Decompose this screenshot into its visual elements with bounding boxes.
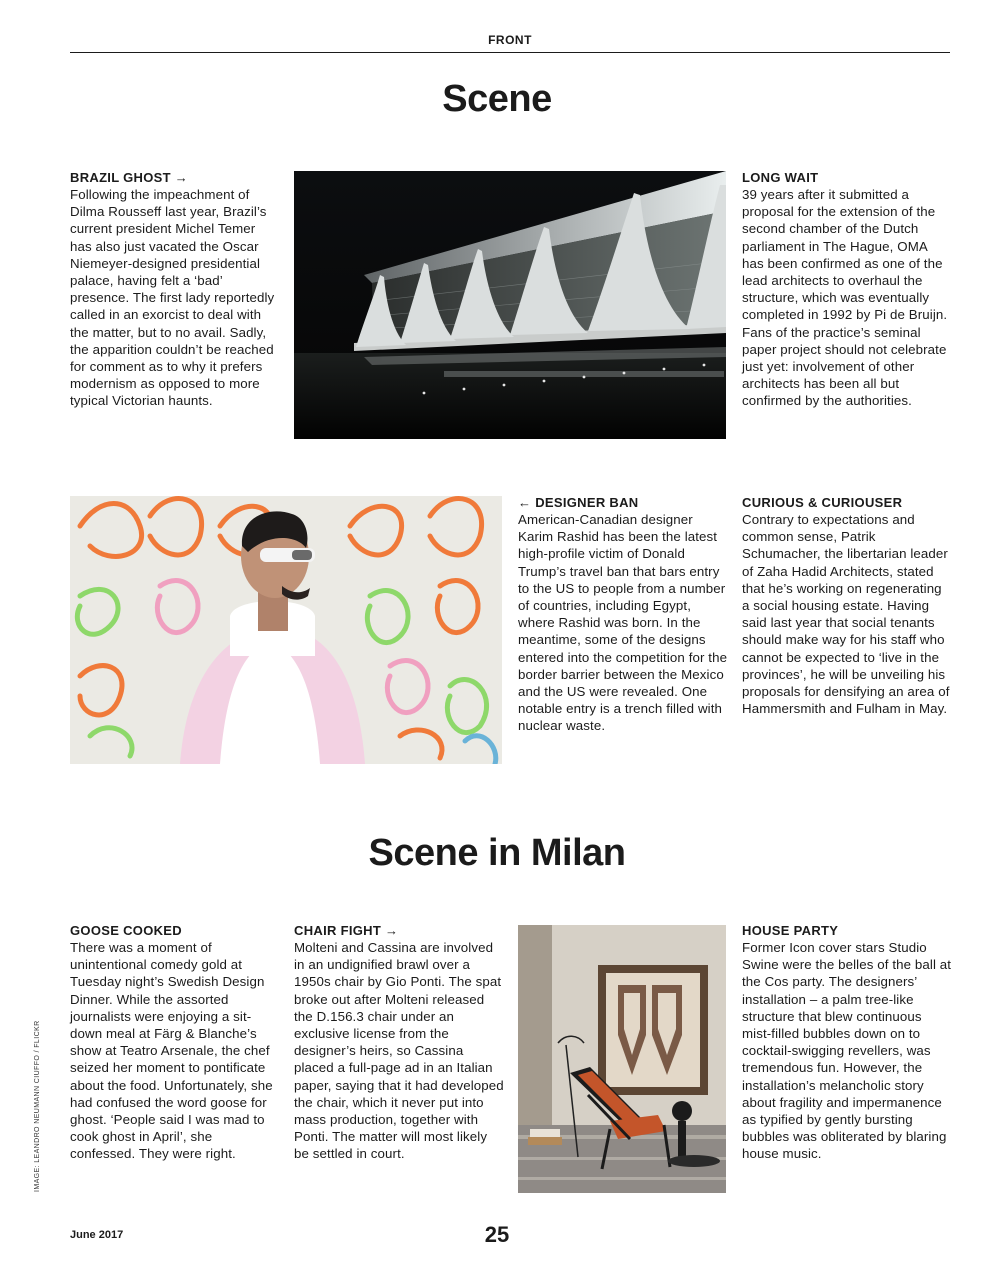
story-long-wait: [742, 169, 952, 410]
page-title-scene-in-milan: Scene in Milan: [368, 832, 626, 874]
section-label: FRONT: [70, 33, 950, 53]
story-brazil-ghost: [70, 169, 280, 410]
story-body: Molteni and Cassina are involved in an undignified brawl over a 1950s chair by Gio Ponti. The spat broke out after Molteni released the D.156.3 chair under an exclusive license from the designer’s heirs, so Cassina placed a full-page ad in an Italian paper, saying that it had developed the chair, which it never put into mass production, together with Ponti. The matter will most likely be settled in court.: [294, 940, 504, 1162]
page-number: 25: [484, 1222, 510, 1247]
story-body: American-Canadian designer Karim Rashid has been the latest high-profile victim of Donald Trump’s travel ban that bars entry to the US to people from a number of countries, including Egypt, where Rashid was born. In the meantime, some of the designs entered into the competition for the border barrier between the Mexico and the US were revealed. One notable entry is a trench filled with nuclear waste.: [518, 512, 728, 734]
story-designer-ban: [518, 494, 728, 735]
story-title: CHAIR FIGHT →: [294, 923, 399, 938]
story-house-party: [742, 922, 952, 1163]
designer-portrait-photo: [70, 496, 502, 764]
story-body: Contrary to expectations and common sense, Patrik Schumacher, the libertarian leader of Zaha Hadid Architects, stated that he’s working on regenerating a social housing estate. Having said last year that social tenants should make way for his staff who cannot be expected to ‘live in the provinces’, he will be unveiling his proposals for densifying an area of Hammersmith and Fulham in May.: [742, 512, 950, 717]
story-goose-cooked: [70, 922, 280, 1163]
page-title-scene: Scene: [442, 78, 552, 120]
chair-interior-photo: [518, 925, 726, 1193]
story-curious-curiouser: [742, 494, 952, 717]
story-body: There was a moment of unintentional comedy gold at Tuesday night’s Swedish Design Dinner. While the assorted journalists were enjoying a sit-down meal at Färg & Blanche’s show at Teatro Arsenale, the chef seized her moment to pontificate about the food. Unfortunately, she had confused the word goose for ghost. ‘People said I was mad to cook ghost in April’, she confessed. They were right.: [70, 940, 273, 1162]
story-title: ← DESIGNER BAN: [518, 495, 639, 510]
footer-date: June 2017: [70, 1229, 124, 1241]
story-body: Former Icon cover stars Studio Swine were the belles of the ball at the Cos party. The designers’ installation – a palm tree-like structure that blew continuous mist-filled bubbles down on to cocktail-swigging revellers, was tremendous fun. However, the installation’s melancholic story about fragility and impermanence as typified by gently bursting bubbles was obliterated by blaring house music.: [742, 940, 952, 1162]
story-title: BRAZIL GHOST →: [70, 170, 189, 185]
story-title: CURIOUS & CURIOUSER: [742, 495, 903, 510]
palace-photo: [294, 171, 726, 439]
story-title: HOUSE PARTY: [742, 923, 839, 938]
image-credit: IMAGE: LEANDRO NEUMANN CIUFFO / FLICKR: [34, 1020, 41, 1192]
story-body: 39 years after it submitted a proposal for the extension of the second chamber of the Dutch parliament in The Hague, OMA has been confirmed as one of the lead architects to overhaul the structure, which was eventually completed in 1992 by Pi de Bruijn. Fans of the practice’s seminal paper project should not celebrate just yet: involvement of other architects has been all but confirmed by the authorities.: [742, 187, 948, 409]
story-title: LONG WAIT: [742, 170, 819, 185]
story-body: Following the impeachment of Dilma Rousseff last year, Brazil’s current president Michel Temer has also just vacated the Oscar Niemeyer-designed presidential palace, having felt a ‘bad’ presence. The first lady reportedly called in an exorcist to deal with the matter, but to no avail. Sadly, the apparition couldn’t be reached for comment as to why it prefers modernism as opposed to more typical Victorian haunts.: [70, 187, 275, 409]
story-title: GOOSE COOKED: [70, 923, 182, 938]
story-chair-fight: [294, 922, 504, 1163]
